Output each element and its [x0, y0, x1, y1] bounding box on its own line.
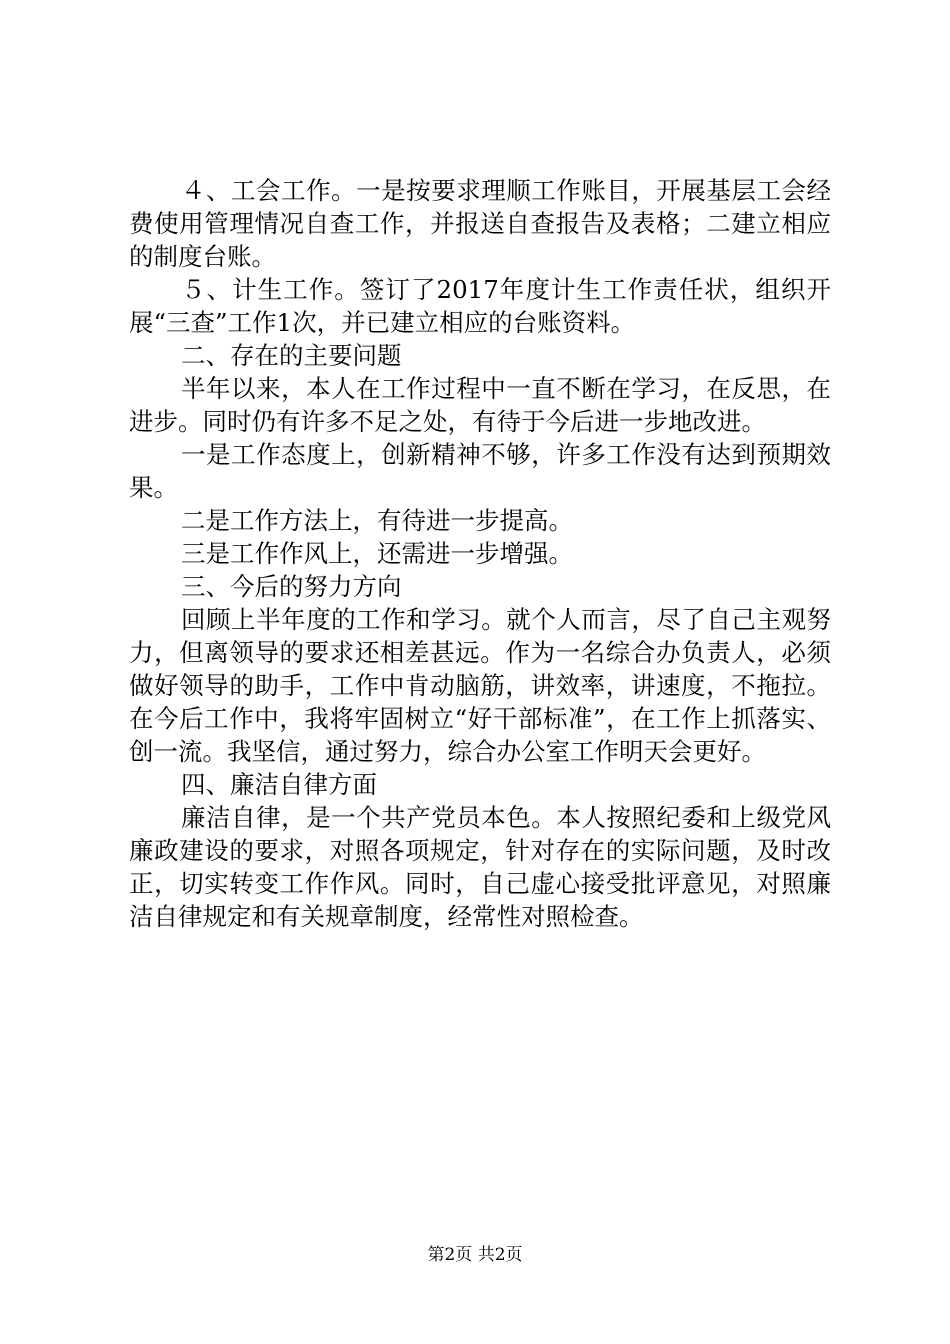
paragraph-problem-attitude: 一是工作态度上，创新精神不够，许多工作没有达到预期效果。: [129, 440, 831, 502]
paragraph-future-direction: 回顾上半年度的工作和学习。就个人而言，尽了自己主观努力，但离领导的要求还相差甚远。作为一名综合办负责人，必须做好领导的助手，工作中肯动脑筋，讲效率，讲速度，不拖拉。在今后工作中，我将牢固树立“好干部标准”，在工作上抓落实、创一流。我坚信，通过努力，综合办公室工作明天会更好。: [129, 605, 831, 766]
page-footer: 第2页 共2页: [427, 1245, 523, 1265]
paragraph-family-planning-work: ５、计生工作。签订了2017年度计生工作责任状，组织开展“三查”工作1次，并已建立相应的台账资料。: [129, 275, 831, 337]
section-heading-integrity: 四、廉洁自律方面: [181, 770, 377, 799]
document-body: [129, 174, 831, 933]
section-heading-problems: 二、存在的主要问题: [181, 341, 402, 370]
paragraph-half-year-reflection: 半年以来，本人在工作过程中一直不断在学习，在反思，在进步。同时仍有许多不足之处，有待于今后进一步地改进。: [129, 374, 831, 436]
paragraph-problem-style: 三是工作作风上，还需进一步增强。: [181, 539, 573, 568]
paragraph-integrity: 廉洁自律，是一个共产党员本色。本人按照纪委和上级党风廉政建设的要求，对照各项规定，针对存在的实际问题，及时改正，切实转变工作作风。同时，自己虚心接受批评意见，对照廉洁自律规定和有关规章制度，经常性对照检查。: [129, 803, 831, 931]
paragraph-problem-method: 二是工作方法上，有待进一步提高。: [181, 506, 573, 535]
section-heading-future-direction: 三、今后的努力方向: [181, 572, 402, 601]
paragraph-union-work: ４、工会工作。一是按要求理顺工作账目，开展基层工会经费使用管理情况自查工作，并报送自查报告及表格；二建立相应的制度台账。: [129, 176, 831, 271]
